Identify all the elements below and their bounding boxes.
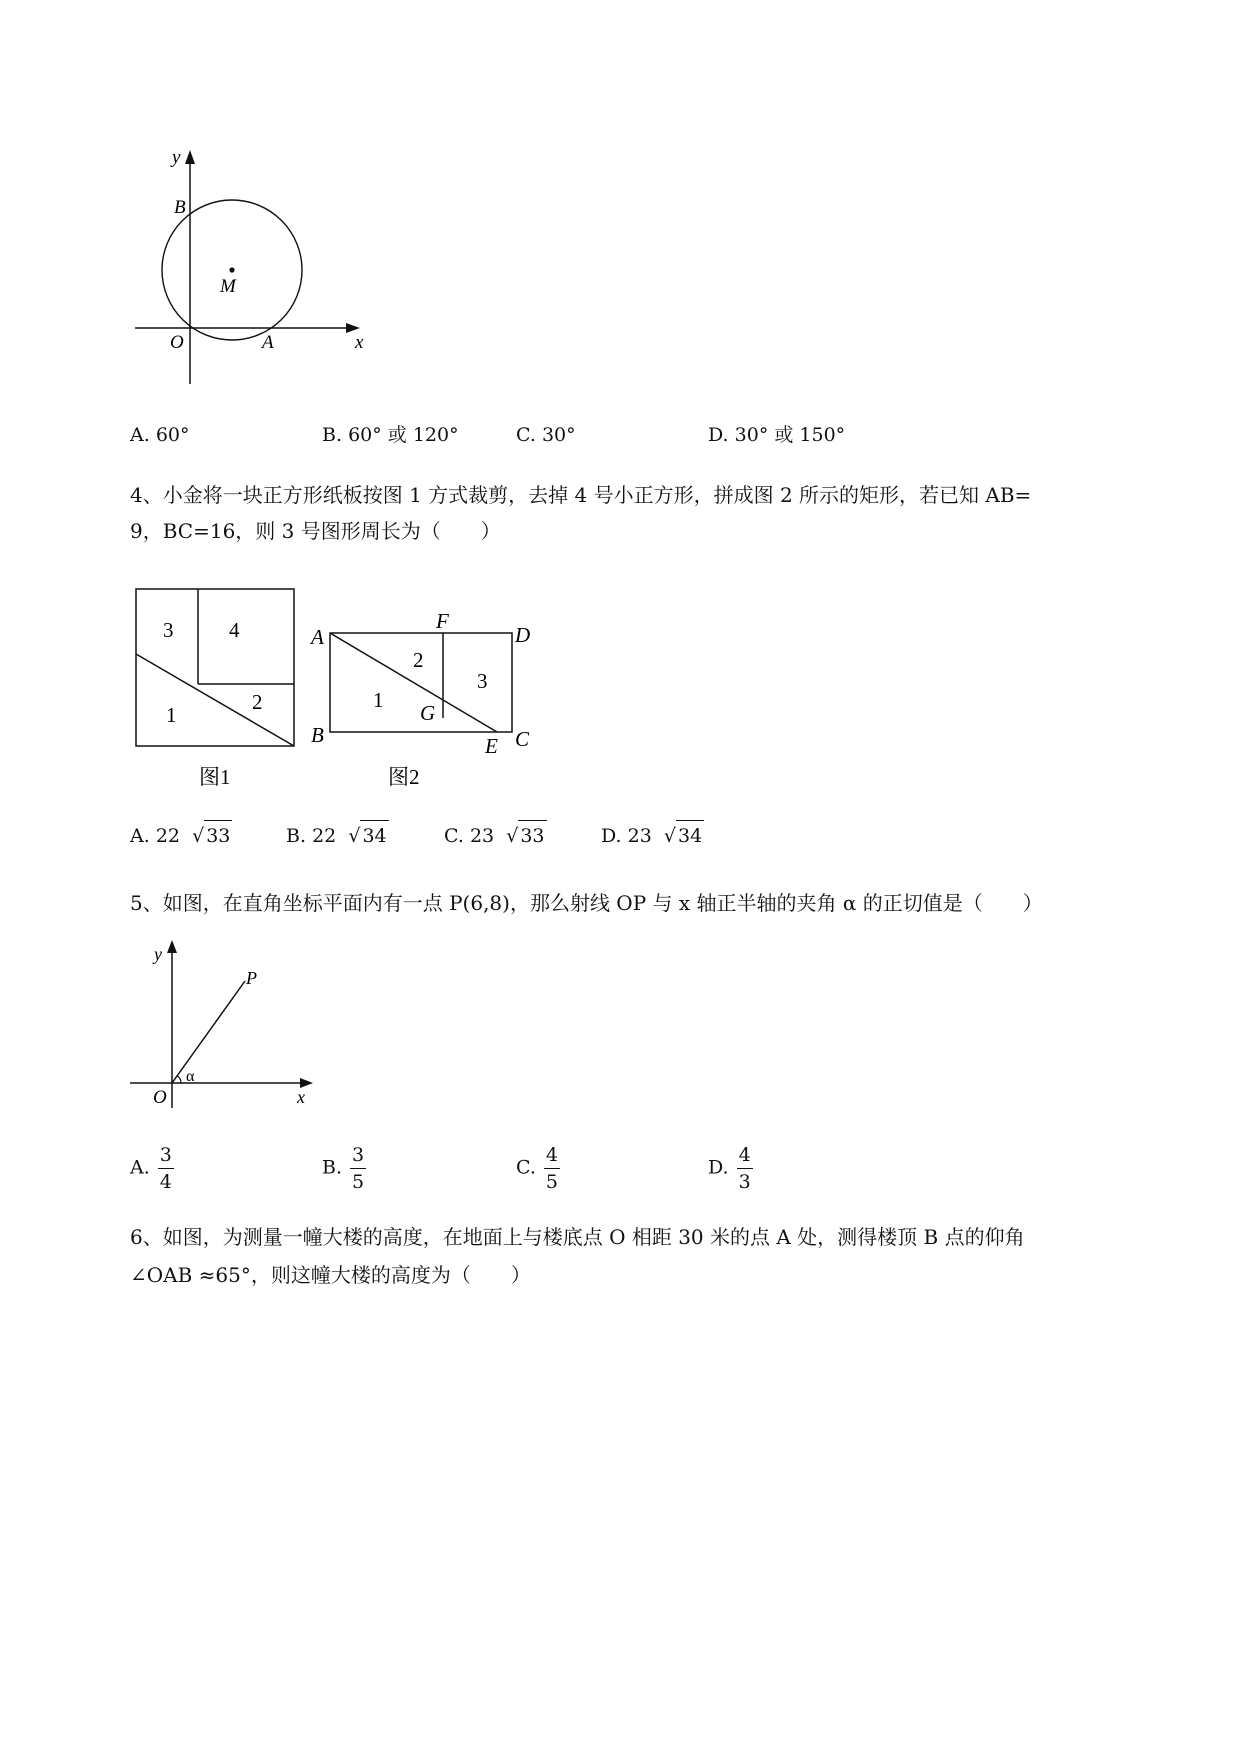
fig2-point-e: E [485,734,498,758]
q3-circle-figure [120,150,420,440]
x-axis-label: x [355,332,364,353]
q5-coordinate-figure [120,938,330,1108]
point-p-label: P [246,968,257,988]
angle-alpha-label: α [186,1068,195,1085]
q5-option-d: D. $\frac{4}{3}$ [708,1144,751,1193]
center-m-label: M [220,276,236,297]
fig2-point-d: D [515,623,531,647]
q3-option-c: C. 30° [516,424,576,446]
q4-stem-line2: 9，BC=16，则 3 号图形周长为（ ） [130,519,501,543]
q4-figures [125,575,565,800]
fig1-piece-3: 3 [163,618,174,642]
fig2-piece-3: 3 [477,669,488,693]
fig2-point-b: B [311,723,324,747]
q3-option-a: A. 60° [130,424,190,446]
q5-option-b: B. $\frac{3}{5}$ [322,1144,365,1193]
fig2-point-c: C [515,727,530,751]
point-b-label: B [174,197,186,218]
fig2-point-g: G [420,701,436,725]
fig2-piece-1: 1 [373,688,384,712]
q5-stem: 5、如图，在直角坐标平面内有一点 P(6,8)，那么射线 OP 与 x 轴正半轴的夹角 α 的正切值是（ ） [130,891,1043,915]
q4-option-b: B. 22 √ 34 [286,820,389,851]
fig2-point-f: F [436,609,449,633]
fig2-point-a: A [311,625,324,649]
point-a-label: A [262,332,274,353]
x-axis-label: x [297,1087,305,1107]
q4-stem-line1: 4、小金将一块正方形纸板按图 1 方式裁剪，去掉 4 号小正方形，拼成图 2 所示的矩形，若已知 AB= [130,483,1032,507]
q5-option-a: A. $\frac{3}{4}$ [130,1144,172,1193]
origin-label: O [153,1087,167,1108]
q3-option-b: B. 60° 或 120° [322,424,459,446]
q4-option-c: C. 23 √ 33 [444,820,547,851]
fig1-piece-1: 1 [166,703,177,727]
q6-stem-line1: 6、如图，为测量一幢大楼的高度，在地面上与楼底点 O 相距 30 米的点 A 处，测得楼顶 B 点的仰角 [130,1225,1025,1249]
origin-label: O [170,332,184,353]
q4-option-a: A. 22 √ 33 [130,820,232,851]
q6-stem-line2: ∠OAB ≈65°，则这幢大楼的高度为（ ） [130,1263,531,1287]
fig2-caption: 图2 [388,765,420,789]
fig1-caption: 图1 [199,765,231,789]
y-axis-label: y [154,944,162,964]
q4-option-d: D. 23 √ 34 [601,820,704,851]
fig2-piece-2: 2 [413,648,424,672]
y-axis-label: y [172,150,181,168]
fig1-piece-4: 4 [229,618,240,642]
q5-option-c: C. $\frac{4}{5}$ [516,1144,558,1193]
q3-option-d: D. 30° 或 150° [708,424,846,446]
fig1-piece-2: 2 [252,690,263,714]
